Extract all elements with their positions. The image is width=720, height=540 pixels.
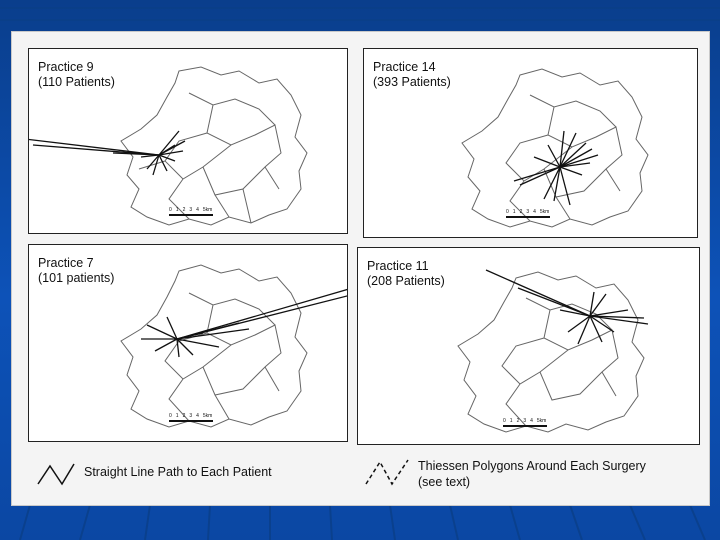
legend-solid-label: Straight Line Path to Each Patient	[84, 465, 272, 479]
panel-title: Practice 11 (208 Patients)	[367, 259, 445, 288]
panel-practice-7	[28, 244, 348, 442]
scale-bar: 0 1 2 3 4 5km	[503, 418, 547, 427]
scale-bar: 0 1 2 3 4 5km	[169, 413, 213, 422]
panel-title: Practice 14 (393 Patients)	[373, 60, 451, 89]
panel-title: Practice 9 (110 Patients)	[38, 60, 115, 89]
solid-line-icon	[36, 460, 76, 488]
slide	[12, 32, 709, 505]
panel-practice-14	[363, 48, 698, 238]
panel-title: Practice 7 (101 patients)	[38, 256, 115, 285]
panel-practice-9	[28, 48, 348, 234]
dashed-line-icon	[364, 456, 410, 488]
scale-bar: 0 1 2 3 4 5km	[169, 207, 213, 216]
legend-dashed-label: Thiessen Polygons Around Each Surgery (see text)	[418, 459, 646, 489]
scale-bar: 0 1 2 3 4 5km	[506, 209, 550, 218]
panel-practice-11	[357, 247, 700, 445]
